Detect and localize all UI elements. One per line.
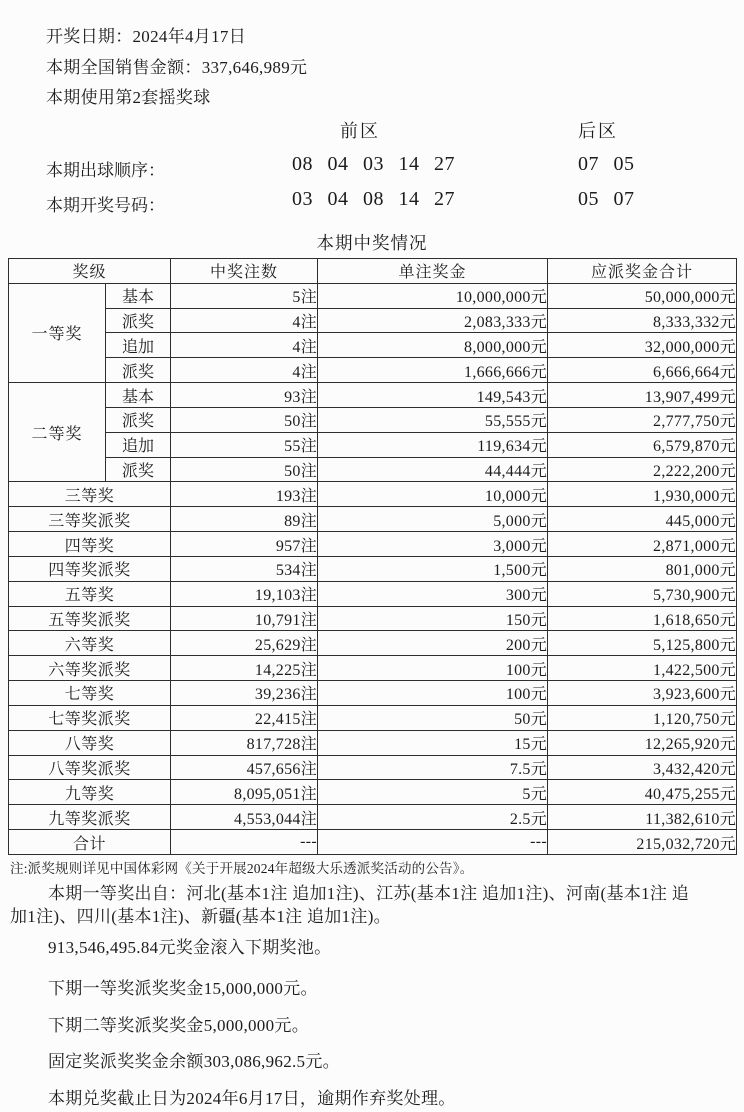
draw-date-line: 开奖日期：2024年4月17日: [46, 27, 246, 46]
table-row: [9, 730, 737, 755]
prize-level: 七等奖派奖: [9, 705, 171, 730]
draw-order-back-numbers: 07 05: [578, 153, 635, 175]
prize-level: 四等奖: [9, 532, 171, 557]
single-prize: 300元: [318, 581, 548, 606]
single-prize: 200元: [318, 631, 548, 656]
total-payout: 5,730,900元: [548, 581, 737, 606]
prize-sub-type: 追加: [106, 432, 171, 457]
table-row: [9, 755, 737, 780]
winning-bets: 25,629注: [171, 631, 318, 656]
prize-level: 七等奖: [9, 681, 171, 706]
table-row: [9, 581, 737, 606]
prize-sub-type: 派奖: [106, 308, 171, 333]
jackpot-rollover-note: 913,546,495.84元奖金滚入下期奖池。: [48, 938, 332, 957]
winning-numbers-label: 本期开奖号码：: [46, 196, 165, 215]
payout-rule-note: 注:派奖规则详见中国体彩网《关于开展2024年超级大乐透派奖活动的公告》。: [10, 861, 474, 876]
total-payout: 801,000元: [548, 556, 737, 581]
total-payout: 1,120,750元: [548, 705, 737, 730]
winning-bets: 4注: [171, 358, 318, 383]
prize-sub-type: 派奖: [106, 457, 171, 482]
prize-sub-type: 派奖: [106, 407, 171, 432]
total-payout: 1,618,650元: [548, 606, 737, 631]
total-payout: 2,222,200元: [548, 457, 737, 482]
front-zone-header: 前区: [340, 121, 380, 141]
sales-amount-line: 本期全国销售金额：337,646,989元: [46, 58, 308, 77]
next-first-prize-note: 下期一等奖派奖奖金15,000,000元。: [48, 979, 318, 998]
col-header-single-prize: 单注奖金: [318, 259, 548, 284]
winning-bets: 50注: [171, 457, 318, 482]
total-row-label: 合计: [9, 830, 171, 855]
total-payout: 40,475,255元: [548, 780, 737, 805]
col-header-winning-bets: 中奖注数: [171, 259, 318, 284]
prize-level: 五等奖派奖: [9, 606, 171, 631]
table-row: [9, 805, 737, 830]
prize-sub-type: 基本: [106, 283, 171, 308]
prize-level: 八等奖: [9, 730, 171, 755]
total-payout: 445,000元: [548, 507, 737, 532]
table-row: [9, 482, 737, 507]
winning-bets: 5注: [171, 283, 318, 308]
single-prize: 100元: [318, 681, 548, 706]
prize-group-first: 一等奖: [9, 283, 106, 382]
ball-set-line: 本期使用第2套摇奖球: [46, 88, 211, 107]
prize-table: [8, 258, 737, 855]
prize-group-second: 二等奖: [9, 383, 106, 482]
winning-bets: 4注: [171, 308, 318, 333]
prize-level: 九等奖: [9, 780, 171, 805]
total-payout: 2,777,750元: [548, 407, 737, 432]
winning-bets: 8,095,051注: [171, 780, 318, 805]
total-payout: 13,907,499元: [548, 383, 737, 408]
single-prize: 119,634元: [318, 432, 548, 457]
prize-level: 三等奖: [9, 482, 171, 507]
back-zone-header: 后区: [578, 121, 618, 141]
winning-bets: 93注: [171, 383, 318, 408]
prize-level: 三等奖派奖: [9, 507, 171, 532]
single-prize: 2,083,333元: [318, 308, 548, 333]
total-payout: 5,125,800元: [548, 631, 737, 656]
total-payout: 1,930,000元: [548, 482, 737, 507]
table-row: [9, 358, 737, 383]
prize-table-header-row: [9, 259, 737, 284]
total-payout: 12,265,920元: [548, 730, 737, 755]
first-prize-winners-line2: 加1注)、四川(基本1注)、新疆(基本1注 追加1注)。: [10, 907, 391, 926]
single-prize: 5,000元: [318, 507, 548, 532]
total-payout: 2,871,000元: [548, 532, 737, 557]
winning-bets: ---: [171, 830, 318, 855]
single-prize: ---: [318, 830, 548, 855]
single-prize: 150元: [318, 606, 548, 631]
table-row: [9, 407, 737, 432]
winning-bets: 817,728注: [171, 730, 318, 755]
winning-bets: 10,791注: [171, 606, 318, 631]
prize-level: 六等奖派奖: [9, 656, 171, 681]
single-prize: 100元: [318, 656, 548, 681]
table-row: [9, 507, 737, 532]
winning-bets: 457,656注: [171, 755, 318, 780]
prize-level: 八等奖派奖: [9, 755, 171, 780]
draw-order-label: 本期出球顺序：: [46, 161, 165, 180]
single-prize: 2.5元: [318, 805, 548, 830]
table-row: [9, 606, 737, 631]
single-prize: 50元: [318, 705, 548, 730]
total-payout: 215,032,720元: [548, 830, 737, 855]
winning-bets: 19,103注: [171, 581, 318, 606]
single-prize: 55,555元: [318, 407, 548, 432]
winning-bets: 534注: [171, 556, 318, 581]
table-row: [9, 308, 737, 333]
total-payout: 32,000,000元: [548, 333, 737, 358]
total-payout: 3,432,420元: [548, 755, 737, 780]
winning-bets: 50注: [171, 407, 318, 432]
single-prize: 1,666,666元: [318, 358, 548, 383]
winning-bets: 89注: [171, 507, 318, 532]
winning-bets: 55注: [171, 432, 318, 457]
winning-numbers-back: 05 07: [578, 188, 635, 210]
total-payout: 11,382,610元: [548, 805, 737, 830]
table-row: [9, 283, 737, 308]
table-row: [9, 532, 737, 557]
single-prize: 7.5元: [318, 755, 548, 780]
draw-order-front-numbers: 08 04 03 14 27: [292, 153, 455, 175]
winning-numbers-front: 03 04 08 14 27: [292, 188, 455, 210]
table-row: [9, 780, 737, 805]
total-payout: 6,579,870元: [548, 432, 737, 457]
winning-bets: 957注: [171, 532, 318, 557]
prize-sub-type: 基本: [106, 383, 171, 408]
next-second-prize-note: 下期二等奖派奖奖金5,000,000元。: [48, 1016, 309, 1035]
table-row: [9, 681, 737, 706]
single-prize: 5元: [318, 780, 548, 805]
prize-table-title: 本期中奖情况: [316, 233, 428, 253]
single-prize: 1,500元: [318, 556, 548, 581]
table-row-total: [9, 830, 737, 855]
winning-bets: 193注: [171, 482, 318, 507]
total-payout: 50,000,000元: [548, 283, 737, 308]
table-row: [9, 631, 737, 656]
prize-level: 九等奖派奖: [9, 805, 171, 830]
prize-sub-type: 派奖: [106, 358, 171, 383]
col-header-total-payout: 应派奖金合计: [548, 259, 737, 284]
single-prize: 10,000,000元: [318, 283, 548, 308]
table-row: [9, 656, 737, 681]
table-row: [9, 705, 737, 730]
prize-level: 六等奖: [9, 631, 171, 656]
winning-bets: 14,225注: [171, 656, 318, 681]
fixed-prize-balance-note: 固定奖派奖奖金余额303,086,962.5元。: [48, 1052, 340, 1071]
first-prize-winners-line1: 本期一等奖出自：河北(基本1注 追加1注)、江苏(基本1注 追加1注)、河南(基本1注 追: [48, 884, 690, 903]
col-header-prize-level: 奖级: [9, 259, 171, 284]
prize-sub-type: 追加: [106, 333, 171, 358]
total-payout: 6,666,664元: [548, 358, 737, 383]
prize-level: 五等奖: [9, 581, 171, 606]
table-row: [9, 457, 737, 482]
single-prize: 149,543元: [318, 383, 548, 408]
winning-bets: 4,553,044注: [171, 805, 318, 830]
table-row: [9, 556, 737, 581]
total-payout: 3,923,600元: [548, 681, 737, 706]
claim-deadline-note: 本期兑奖截止日为2024年6月17日，逾期作弃奖处理。: [48, 1089, 456, 1108]
single-prize: 10,000元: [318, 482, 548, 507]
total-payout: 1,422,500元: [548, 656, 737, 681]
single-prize: 15元: [318, 730, 548, 755]
winning-bets: 39,236注: [171, 681, 318, 706]
total-payout: 8,333,332元: [548, 308, 737, 333]
winning-bets: 4注: [171, 333, 318, 358]
winning-bets: 22,415注: [171, 705, 318, 730]
table-row: [9, 383, 737, 408]
single-prize: 8,000,000元: [318, 333, 548, 358]
single-prize: 3,000元: [318, 532, 548, 557]
prize-level: 四等奖派奖: [9, 556, 171, 581]
single-prize: 44,444元: [318, 457, 548, 482]
table-row: [9, 333, 737, 358]
table-row: [9, 432, 737, 457]
